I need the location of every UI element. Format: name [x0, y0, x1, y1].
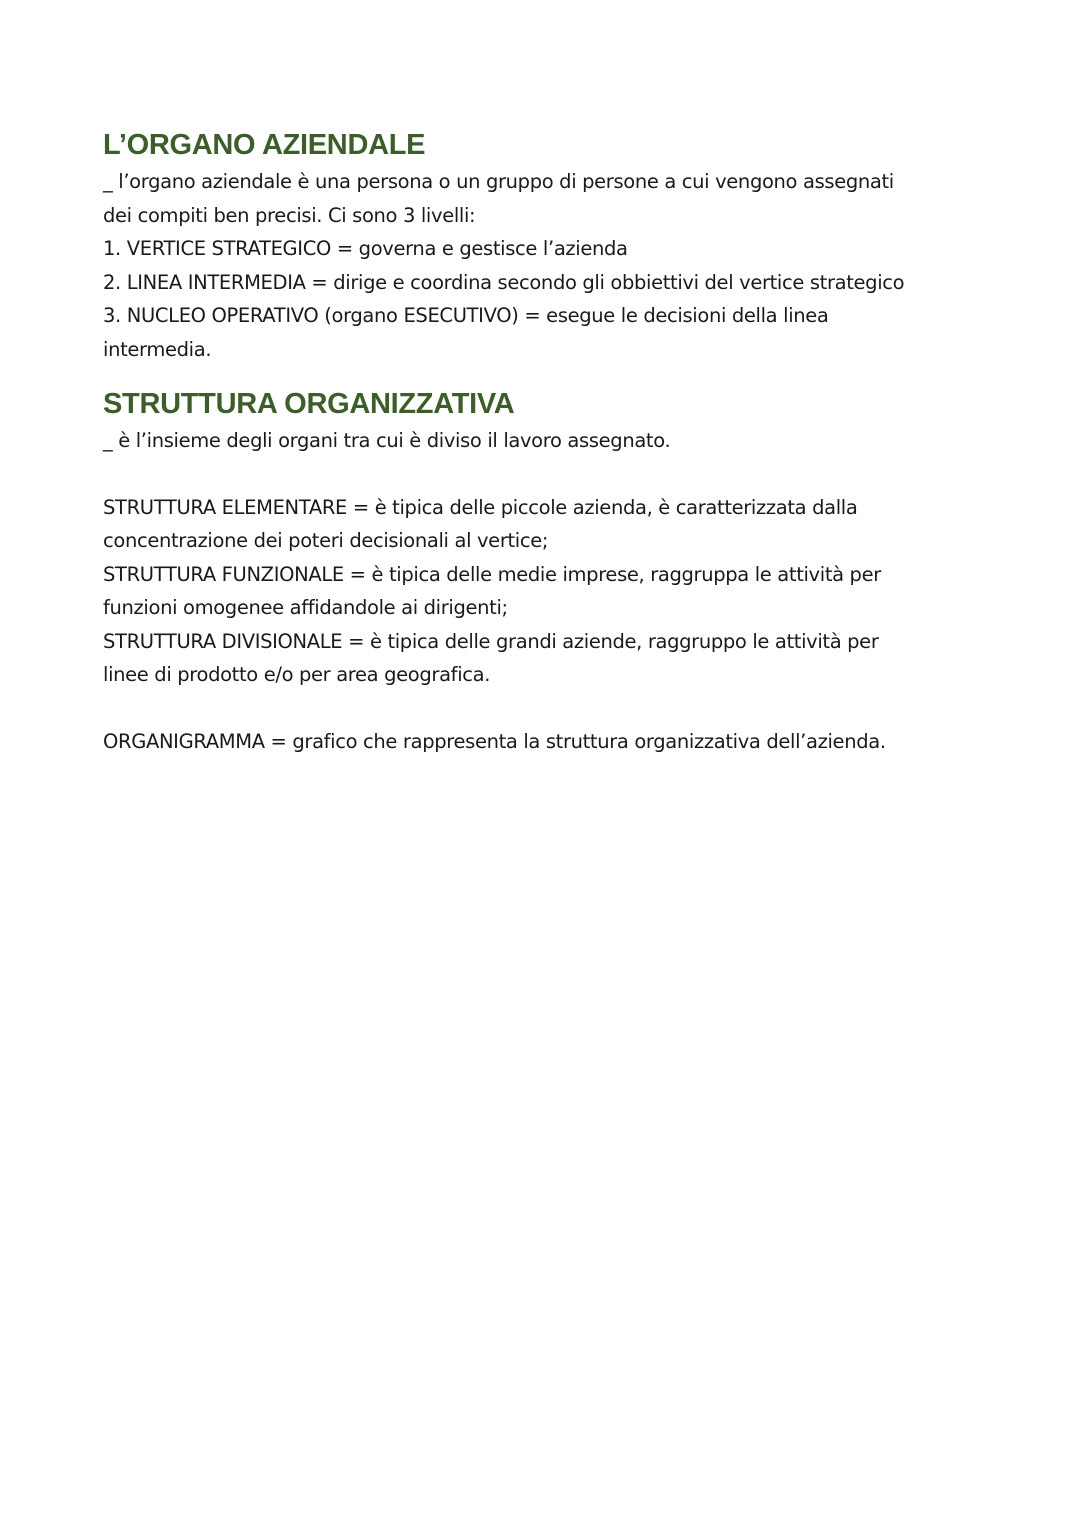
struttura-funzionale-cont: funzioni omogenee affidandole ai dirigenti; — [103, 596, 508, 619]
struttura-divisionale-cont: linee di prodotto e/o per area geografica. — [103, 663, 491, 686]
list-item-linea-intermedia: 2. LINEA INTERMEDIA = dirige e coordina secondo gli obbiettivi del vertice strategico — [103, 270, 905, 294]
struttura-elementare-cont: concentrazione dei poteri decisionali al vertice; — [103, 529, 549, 552]
section-title-struttura-organizzativa: STRUTTURA ORGANIZZATIVA — [103, 388, 515, 420]
section-spacer — [103, 366, 1003, 384]
intro-line: dei compiti ben precisi. Ci sono 3 livelli: — [103, 203, 476, 227]
document-page — [103, 125, 1003, 758]
paragraph-spacer — [103, 692, 1003, 725]
struttura-divisionale: STRUTTURA DIVISIONALE = è tipica delle grandi aziende, raggruppo le attività per — [103, 629, 879, 653]
list-item-vertice-strategico: 1. VERTICE STRATEGICO = governa e gestisce l’azienda — [103, 237, 628, 260]
struttura-funzionale: STRUTTURA FUNZIONALE = è tipica delle medie imprese, raggruppa le attività per — [103, 562, 881, 586]
organigramma-definition: ORGANIGRAMMA = grafico che rappresenta la struttura organizzativa dell’azienda. — [103, 729, 886, 753]
intro-line: _ è l’insieme degli organi tra cui è diviso il lavoro assegnato. — [103, 429, 671, 452]
section-title-organo-aziendale: L’ORGANO AZIENDALE — [103, 129, 426, 161]
list-item-nucleo-operativo-cont: intermedia. — [103, 337, 212, 361]
paragraph-spacer — [103, 458, 1003, 491]
intro-line: _ l’organo aziendale è una persona o un gruppo di persone a cui vengono assegnati — [103, 170, 894, 193]
struttura-elementare: STRUTTURA ELEMENTARE = è tipica delle piccole azienda, è caratterizzata dalla — [103, 495, 858, 519]
list-item-nucleo-operativo: 3. NUCLEO OPERATIVO (organo ESECUTIVO) = esegue le decisioni della linea — [103, 304, 829, 327]
